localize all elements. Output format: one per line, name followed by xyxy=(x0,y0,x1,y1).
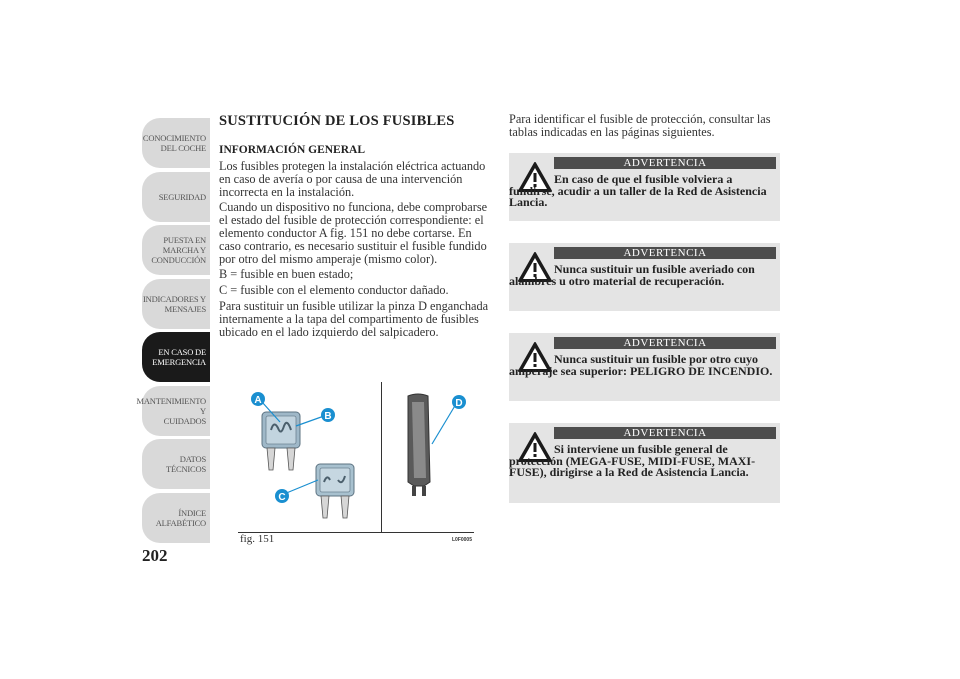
paragraph: Los fusibles protegen la instalación eléctrica actuando en caso de avería o por causa de una intervención incorrecta en la instalación. xyxy=(219,159,486,199)
nav-label: CONOCIMIENTO DEL COCHE xyxy=(142,133,206,153)
nav-label: SEGURIDAD xyxy=(158,192,206,202)
nav-item-seguridad[interactable] xyxy=(142,172,210,222)
fuse-figure xyxy=(238,382,474,548)
nav-label: EN CASO DE EMERGENCIA xyxy=(152,347,206,367)
fuse-blown-drawing xyxy=(316,464,354,518)
fuse-puller-drawing xyxy=(408,394,430,496)
figure-caption: fig. 151 xyxy=(240,533,275,545)
nav-label: PUESTA EN MARCHA Y CONDUCCIÓN xyxy=(151,235,206,265)
label-d: D xyxy=(455,398,463,409)
warning-text xyxy=(509,264,776,287)
nav-label: INDICADORES Y MENSAJES xyxy=(143,294,206,314)
fuse-good-drawing xyxy=(262,412,300,470)
warning-box xyxy=(509,153,780,221)
page-number: 202 xyxy=(142,546,168,565)
nav-item-conocimiento[interactable] xyxy=(142,118,210,168)
nav-item-emergencia[interactable] xyxy=(142,332,210,382)
label-a: A xyxy=(254,395,262,406)
warning-body: En caso de que el fusible volviera a fundirse, acudir a un taller de la Red de Asistencia Lancia. xyxy=(509,172,767,209)
warning-body: Nunca sustituir un fusible averiado con alambres u otro material de recuperación. xyxy=(509,262,755,288)
left-column xyxy=(219,113,489,341)
warning-text xyxy=(509,354,776,377)
nav-item-puesta-en-marcha[interactable] xyxy=(142,225,210,275)
warning-body: Nunca sustituir un fusible por otro cuyo amperaje sea superior: PELIGRO DE INCENDIO. xyxy=(509,352,773,378)
section-subtitle: INFORMACIÓN GENERAL xyxy=(219,144,365,156)
warning-heading: ADVERTENCIA xyxy=(554,247,776,259)
nav-item-indice[interactable] xyxy=(142,493,210,543)
right-column xyxy=(509,113,781,139)
nav-item-datos-tecnicos[interactable] xyxy=(142,439,210,489)
nav-label: DATOS TÉCNICOS xyxy=(166,454,206,474)
paragraph: Cuando un dispositivo no funciona, debe comprobarse el estado del fusible de protección correspondiente: el elemento conductor A fig. 151 no debe cortarse. En caso contrario, es necesario sustituir el fusible fundido por otro del mismo amperaje (mismo color). xyxy=(219,200,488,266)
warning-body: Si interviene un fusible general de protección (MEGA-FUSE, MIDI-FUSE, MAXI-FUSE), dirigirse a la Red de Asistencia Lancia. xyxy=(509,442,756,479)
warning-heading: ADVERTENCIA xyxy=(554,427,776,439)
label-c: C xyxy=(278,492,286,503)
paragraph: Para sustituir un fusible utilizar la pinza D enganchada internamente a la tapa del compartimento de fusibles ubicado en el lado izquierdo del salpicadero. xyxy=(219,298,489,339)
warning-box xyxy=(509,243,780,311)
warning-box xyxy=(509,333,780,401)
warning-text xyxy=(509,174,776,209)
figure-divider xyxy=(381,382,382,532)
chapter-nav xyxy=(136,116,210,546)
warning-text xyxy=(509,444,776,479)
nav-label: MANTENIMIENTO Y CUIDADOS xyxy=(136,396,206,426)
label-b: B xyxy=(324,411,332,422)
nav-item-indicadores[interactable] xyxy=(142,279,210,329)
intro-text: Para identificar el fusible de protección, consultar las tablas indicadas en las páginas siguientes. xyxy=(509,112,771,139)
nav-item-mantenimiento[interactable] xyxy=(136,386,210,436)
paragraph: C = fusible con el elemento conductor dañado. xyxy=(219,283,449,298)
warning-heading: ADVERTENCIA xyxy=(554,337,776,349)
nav-label: ÍNDICE ALFABÉTICO xyxy=(155,508,206,528)
warning-heading: ADVERTENCIA xyxy=(554,157,776,169)
warning-box xyxy=(509,423,780,503)
figure-code: L0F0005 xyxy=(451,537,472,543)
paragraph: B = fusible en buen estado; xyxy=(219,267,354,282)
fuse-illustration xyxy=(238,382,474,532)
section-title: SUSTITUCIÓN DE LOS FUSIBLES xyxy=(219,113,455,129)
